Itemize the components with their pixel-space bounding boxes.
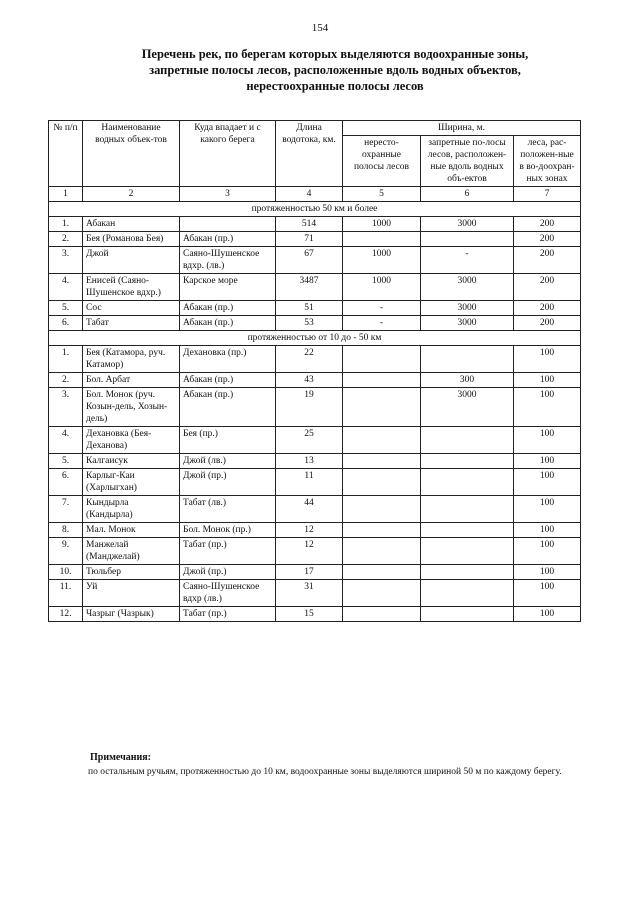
cell-prohibited <box>421 232 514 247</box>
column-number: 2 <box>83 187 180 202</box>
notes-text: по остальным ручьям, протяженностью до 10 км, водоохранные зоны выделяются шириной 50 м по каждому берегу. <box>88 767 562 777</box>
cell-spawning <box>343 607 421 622</box>
cell-prohibited <box>421 427 514 454</box>
cell-length: 19 <box>276 388 343 427</box>
title-line: нерестоохранные полосы лесов <box>246 79 424 93</box>
cell-prohibited: 3000 <box>421 316 514 331</box>
cell-num: 6. <box>49 469 83 496</box>
column-number: 3 <box>180 187 276 202</box>
cell-prohibited <box>421 607 514 622</box>
cell-name: Тюльбер <box>83 565 180 580</box>
cell-length: 71 <box>276 232 343 247</box>
title-line: запретные полосы лесов, расположенные вдоль водных объектов, <box>149 63 521 77</box>
cell-name: Манжелай (Манджелай) <box>83 538 180 565</box>
cell-spawning: - <box>343 316 421 331</box>
cell-water-protection: 100 <box>514 565 581 580</box>
cell-flows-into: Дехановка (пр.) <box>180 346 276 373</box>
section-label: протяженностью от 10 до - 50 км <box>49 331 581 346</box>
cell-spawning <box>343 346 421 373</box>
cell-flows-into: Табат (пр.) <box>180 607 276 622</box>
cell-name: Уй <box>83 580 180 607</box>
cell-flows-into: Абакан (пр.) <box>180 232 276 247</box>
cell-name: Кындырла (Кандырла) <box>83 496 180 523</box>
header-num: № п/п <box>49 121 83 187</box>
cell-spawning <box>343 580 421 607</box>
cell-num: 5. <box>49 301 83 316</box>
cell-name: Абакан <box>83 217 180 232</box>
cell-name: Дехановка (Бея-Деханова) <box>83 427 180 454</box>
cell-prohibited <box>421 538 514 565</box>
cell-spawning <box>343 427 421 454</box>
rivers-table <box>48 120 581 622</box>
table-row <box>49 388 581 427</box>
table-row <box>49 301 581 316</box>
cell-water-protection: 100 <box>514 469 581 496</box>
cell-length: 3487 <box>276 274 343 301</box>
table-row <box>49 607 581 622</box>
table-row <box>49 538 581 565</box>
table-row <box>49 523 581 538</box>
cell-num: 2. <box>49 232 83 247</box>
cell-name: Бол. Монок (руч. Козын-дель, Хозын-дель) <box>83 388 180 427</box>
cell-name: Бол. Арбат <box>83 373 180 388</box>
cell-name: Чазрыг (Чазрык) <box>83 607 180 622</box>
cell-prohibited: 3000 <box>421 274 514 301</box>
cell-length: 53 <box>276 316 343 331</box>
cell-spawning <box>343 565 421 580</box>
cell-num: 3. <box>49 388 83 427</box>
cell-length: 13 <box>276 454 343 469</box>
cell-length: 12 <box>276 523 343 538</box>
table-row <box>49 217 581 232</box>
cell-prohibited <box>421 454 514 469</box>
cell-length: 25 <box>276 427 343 454</box>
cell-water-protection: 200 <box>514 274 581 301</box>
cell-spawning: 1000 <box>343 274 421 301</box>
cell-flows-into: Абакан (пр.) <box>180 373 276 388</box>
table-body <box>49 202 581 622</box>
cell-spawning <box>343 454 421 469</box>
cell-prohibited: 300 <box>421 373 514 388</box>
header-length: Длина водотока, км. <box>276 121 343 187</box>
cell-flows-into: Карское море <box>180 274 276 301</box>
cell-spawning <box>343 523 421 538</box>
table-row <box>49 247 581 274</box>
cell-water-protection: 200 <box>514 247 581 274</box>
table-row <box>49 316 581 331</box>
cell-spawning <box>343 388 421 427</box>
cell-water-protection: 200 <box>514 217 581 232</box>
column-number: 4 <box>276 187 343 202</box>
table-row <box>49 469 581 496</box>
cell-num: 2. <box>49 373 83 388</box>
cell-flows-into: Джой (пр.) <box>180 565 276 580</box>
cell-water-protection: 100 <box>514 346 581 373</box>
cell-flows-into: Абакан (пр.) <box>180 316 276 331</box>
cell-flows-into: Табат (лв.) <box>180 496 276 523</box>
cell-name: Джой <box>83 247 180 274</box>
cell-water-protection: 100 <box>514 388 581 427</box>
cell-num: 6. <box>49 316 83 331</box>
table-row <box>49 580 581 607</box>
cell-num: 3. <box>49 247 83 274</box>
cell-water-protection: 100 <box>514 496 581 523</box>
cell-spawning: 1000 <box>343 217 421 232</box>
cell-num: 10. <box>49 565 83 580</box>
cell-spawning <box>343 496 421 523</box>
cell-length: 67 <box>276 247 343 274</box>
cell-flows-into: Бол. Монок (пр.) <box>180 523 276 538</box>
table-row <box>49 346 581 373</box>
cell-num: 5. <box>49 454 83 469</box>
cell-prohibited <box>421 346 514 373</box>
cell-water-protection: 200 <box>514 316 581 331</box>
cell-num: 4. <box>49 427 83 454</box>
table-row <box>49 565 581 580</box>
cell-num: 9. <box>49 538 83 565</box>
cell-flows-into: Абакан (пр.) <box>180 301 276 316</box>
cell-length: 15 <box>276 607 343 622</box>
cell-flows-into: Джой (пр.) <box>180 469 276 496</box>
cell-water-protection: 100 <box>514 373 581 388</box>
cell-num: 11. <box>49 580 83 607</box>
table-row <box>49 427 581 454</box>
header-prohibited: запретные по-лосы лесов, расположен-ные вдоль водных объ-ектов <box>421 136 514 187</box>
cell-length: 12 <box>276 538 343 565</box>
cell-length: 22 <box>276 346 343 373</box>
cell-flows-into: Саяно-Шушенское вдхр (лв.) <box>180 580 276 607</box>
cell-num: 7. <box>49 496 83 523</box>
cell-prohibited: - <box>421 247 514 274</box>
table-row <box>49 373 581 388</box>
cell-name: Мал. Монок <box>83 523 180 538</box>
cell-num: 1. <box>49 346 83 373</box>
cell-num: 1. <box>49 217 83 232</box>
cell-prohibited <box>421 565 514 580</box>
document-title <box>80 46 590 94</box>
header-width-group: Ширина, м. <box>343 121 581 136</box>
cell-spawning <box>343 538 421 565</box>
column-number: 7 <box>514 187 581 202</box>
cell-name: Карлыг-Каи (Харлыгхан) <box>83 469 180 496</box>
cell-flows-into: Саяно-Шушенское вдхр. (лв.) <box>180 247 276 274</box>
section-row <box>49 331 581 346</box>
cell-spawning <box>343 232 421 247</box>
header-spawning: нересто-охранные полосы лесов <box>343 136 421 187</box>
cell-length: 43 <box>276 373 343 388</box>
section-label: протяженностью 50 км и более <box>49 202 581 217</box>
cell-length: 51 <box>276 301 343 316</box>
cell-water-protection: 200 <box>514 301 581 316</box>
cell-water-protection: 100 <box>514 580 581 607</box>
cell-prohibited <box>421 580 514 607</box>
cell-water-protection: 100 <box>514 454 581 469</box>
column-number-row <box>49 187 581 202</box>
cell-name: Табат <box>83 316 180 331</box>
cell-prohibited <box>421 496 514 523</box>
cell-name: Енисей (Саяно-Шушенское вдхр.) <box>83 274 180 301</box>
table-row <box>49 274 581 301</box>
cell-water-protection: 100 <box>514 538 581 565</box>
cell-name: Бея (Романова Бея) <box>83 232 180 247</box>
cell-prohibited: 3000 <box>421 301 514 316</box>
cell-length: 44 <box>276 496 343 523</box>
column-number: 6 <box>421 187 514 202</box>
cell-prohibited <box>421 469 514 496</box>
cell-num: 12. <box>49 607 83 622</box>
cell-length: 17 <box>276 565 343 580</box>
cell-prohibited: 3000 <box>421 217 514 232</box>
cell-water-protection: 100 <box>514 523 581 538</box>
cell-num: 4. <box>49 274 83 301</box>
cell-name: Сос <box>83 301 180 316</box>
cell-flows-into: Абакан (пр.) <box>180 388 276 427</box>
title-line: Перечень рек, по берегам которых выделяются водоохранные зоны, <box>141 47 529 61</box>
table-row <box>49 496 581 523</box>
cell-length: 514 <box>276 217 343 232</box>
table-row <box>49 232 581 247</box>
cell-spawning: - <box>343 301 421 316</box>
cell-flows-into <box>180 217 276 232</box>
cell-length: 31 <box>276 580 343 607</box>
header-water-protection: леса, рас-положен-ные в во-доохран-ных зонах <box>514 136 581 187</box>
cell-name: Бея (Катамора, руч. Катамор) <box>83 346 180 373</box>
cell-flows-into: Джой (лв.) <box>180 454 276 469</box>
header-name: Наименование водных объек-тов <box>83 121 180 187</box>
cell-spawning <box>343 373 421 388</box>
cell-prohibited: 3000 <box>421 388 514 427</box>
cell-flows-into: Бея (пр.) <box>180 427 276 454</box>
column-number: 5 <box>343 187 421 202</box>
cell-prohibited <box>421 523 514 538</box>
cell-length: 11 <box>276 469 343 496</box>
cell-spawning: 1000 <box>343 247 421 274</box>
cell-water-protection: 200 <box>514 232 581 247</box>
cell-water-protection: 100 <box>514 607 581 622</box>
column-number: 1 <box>49 187 83 202</box>
cell-water-protection: 100 <box>514 427 581 454</box>
header-flows-into: Куда впадает и с какого берега <box>180 121 276 187</box>
table-row <box>49 454 581 469</box>
cell-name: Калгаисук <box>83 454 180 469</box>
notes-title: Примечания: <box>90 752 152 763</box>
page-number: 154 <box>311 22 329 34</box>
cell-flows-into: Табат (пр.) <box>180 538 276 565</box>
section-row <box>49 202 581 217</box>
cell-spawning <box>343 469 421 496</box>
cell-num: 8. <box>49 523 83 538</box>
